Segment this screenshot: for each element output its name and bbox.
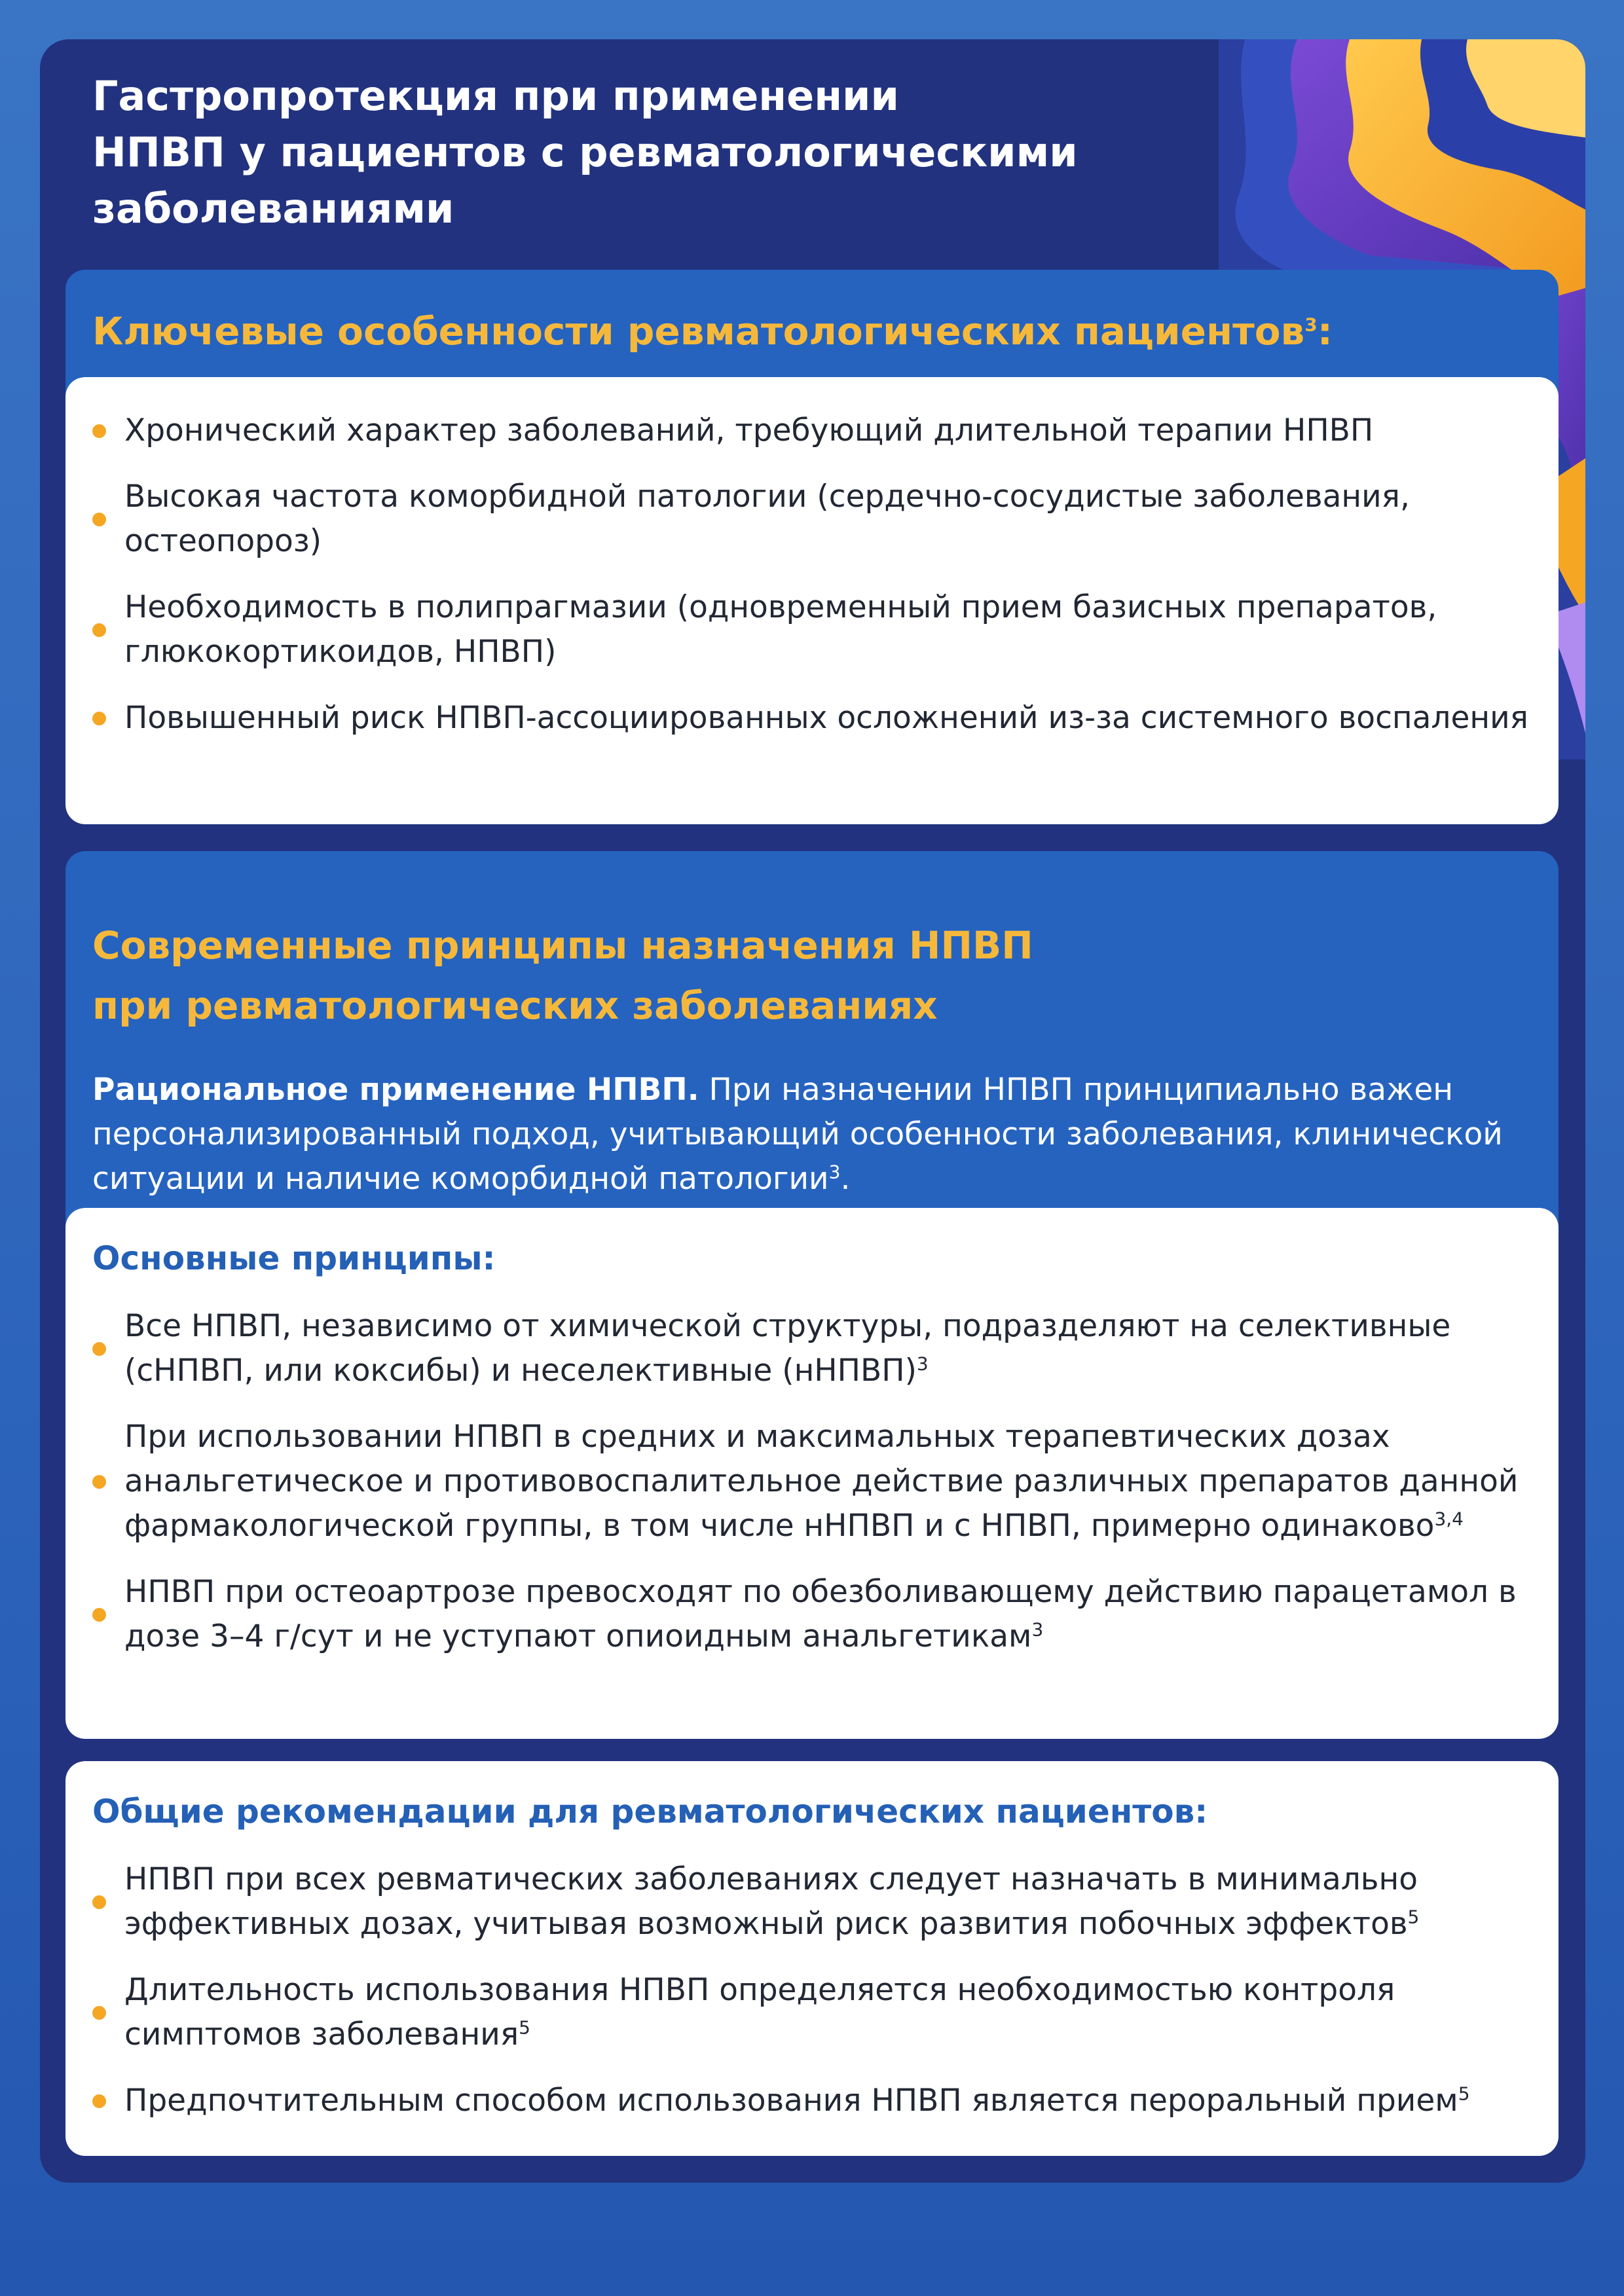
list-item-text: НПВП при остеоартрозе превосходят по обезболивающему действию парацетамол в дозе 3–4 г/сут и не уступают опиоидным анальгетикам (124, 1574, 1517, 1654)
list-item (92, 1570, 1533, 1659)
key-features-panel (65, 377, 1559, 824)
section-heading (92, 915, 1337, 1036)
section-heading (92, 301, 1333, 361)
list-item (92, 1415, 1533, 1548)
list-item: Хронический характер заболеваний, требующий длительной терапии НПВП (92, 409, 1533, 453)
footnote-ref: 3 (828, 1161, 841, 1183)
key-features-section (65, 270, 1559, 824)
intro-bold-lead: Рациональное применение НПВП. (92, 1072, 699, 1108)
footnote-ref: 5 (1407, 1906, 1420, 1928)
intro-paragraph (92, 1068, 1533, 1201)
list-item (92, 2079, 1533, 2123)
list-item: Высокая частота коморбидной патологии (сердечно-сосудистые заболевания, остеопороз) (92, 475, 1533, 564)
principles-heading: Основные принципы: (92, 1239, 496, 1277)
recommendations-list (92, 1857, 1533, 2145)
footnote-ref: 3 (1031, 1618, 1044, 1641)
section-heading-line: при ревматологических заболеваниях (92, 983, 938, 1028)
intro-text: При назначении НПВП принципиально важен персонализированный подход, учитывающий особенности заболевания, клинической ситуации и наличие коморбидной патологии (92, 1072, 1503, 1197)
list-item: Повышенный риск НПВП-ассоциированных осложнений из-за системного воспаления (92, 696, 1533, 740)
list-item (92, 1968, 1533, 2057)
principles-list (92, 1304, 1533, 1681)
section-heading-line: Современные принципы назначения НПВП (92, 923, 1033, 968)
list-item-text: Предпочтительным способом использования НПВП является пероральный прием (124, 2083, 1458, 2119)
page-title (92, 68, 1206, 237)
list-item-text: Все НПВП, независимо от химической структуры, подразделяют на селективные (сНПВП, или коксибы) и неселективные (нНПВП) (124, 1308, 1451, 1389)
list-item-text: НПВП при всех ревматических заболеваниях следует назначать в минимально эффективных дозах, учитывая возможный риск развития побочных эффектов (124, 1861, 1418, 1942)
heading-colon: : (1317, 309, 1333, 354)
footnote-ref: 3 (916, 1353, 929, 1375)
principles-section (65, 851, 1559, 1739)
principles-panel (65, 1208, 1559, 1739)
recommendations-panel (65, 1761, 1559, 2156)
info-card (40, 39, 1585, 2183)
list-item: Необходимость в полипрагмазии (одновременный прием базисных препаратов, глюкокортикоидов, НПВП) (92, 585, 1533, 674)
list-item-text: При использовании НПВП в средних и максимальных терапевтических дозах анальгетическое и противовоспалительное действие различных препаратов данной фармакологической группы, в том числе нНПВП и с НПВП, примерно одинаково (124, 1419, 1519, 1544)
list-item (92, 1857, 1533, 1946)
footnote-ref: 5 (519, 2016, 530, 2039)
title-line: Гастропротекция при применении (92, 72, 899, 120)
intro-end: . (840, 1161, 851, 1197)
key-features-list (92, 409, 1533, 762)
list-item (92, 1304, 1533, 1393)
footnote-ref: 3,4 (1434, 1508, 1464, 1530)
section-heading-text: Ключевые особенности ревматологических пациентов (92, 309, 1305, 354)
title-line: НПВП у пациентов с ревматологическими (92, 128, 1078, 176)
footnote-ref: 5 (1458, 2083, 1470, 2105)
recommendations-heading: Общие рекомендации для ревматологических пациентов: (92, 1793, 1208, 1831)
title-line: заболеваниями (92, 185, 454, 232)
footnote-ref: 3 (1304, 314, 1318, 336)
list-item-text: Длительность использования НПВП определяется необходимостью контроля симптомов заболевания (124, 1972, 1395, 2052)
